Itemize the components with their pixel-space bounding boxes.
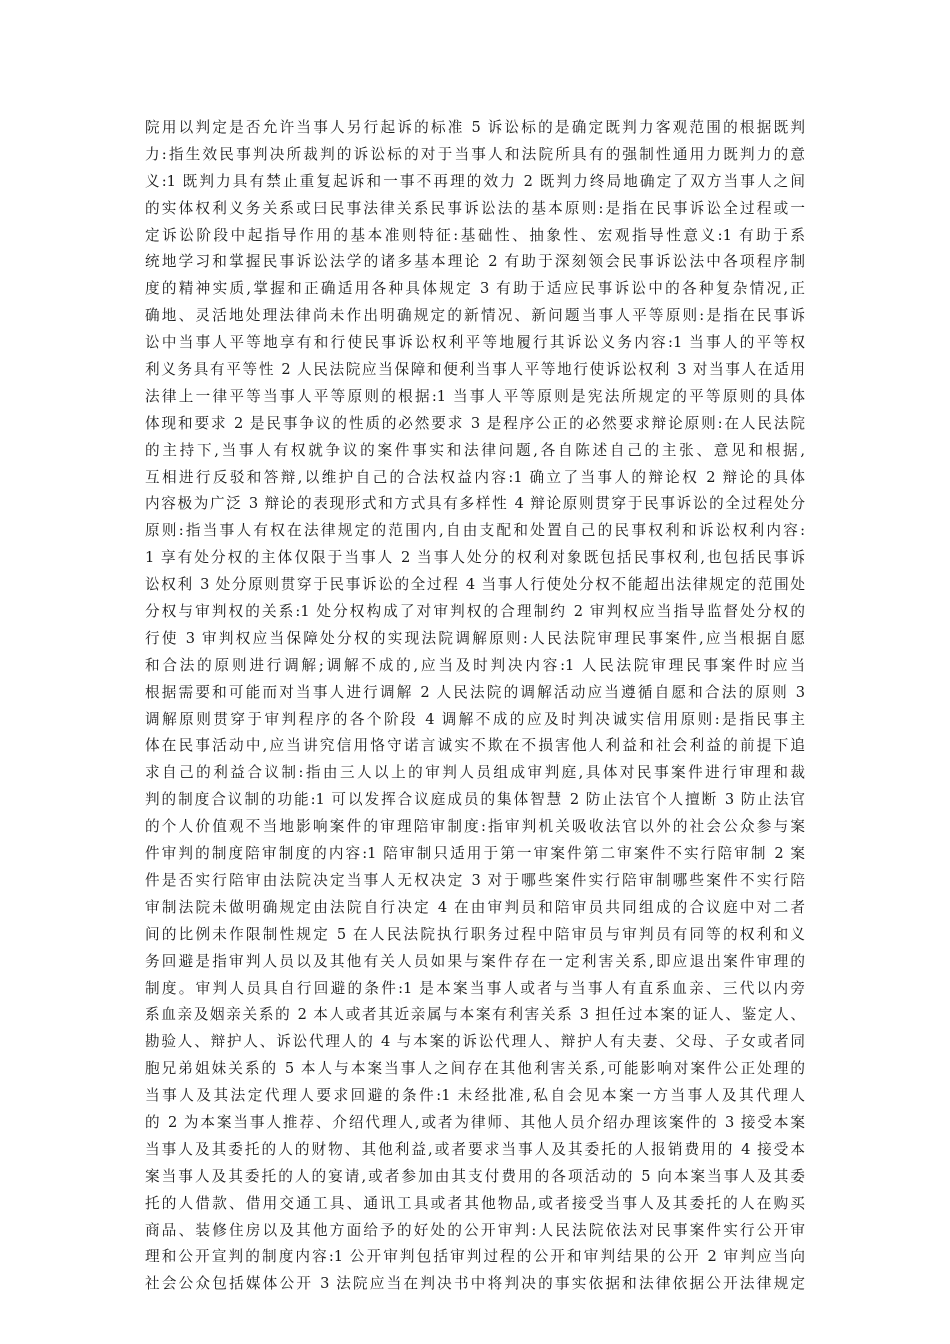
text-line: 系血亲及姻亲关系的 2 本人或者其近亲属与本案有利害关系 3 担任过本案的证人、鉴定人、 [145,1006,805,1024]
text-line: 的实体权利义务关系或曰民事法律关系民事诉讼法的基本原则:是指在民事诉讼全过程或一 [145,199,805,217]
text-line: 件是否实行陪审由法院决定当事人无权决定 3 对于哪些案件实行陪审制哪些案件不实行陪 [145,871,805,889]
text-line: 托的人借款、借用交通工具、通讯工具或者其他物品,或者接受当事人及其委托的人在购买 [145,1194,805,1212]
text-line: 判的制度合议制的功能:1 可以发挥合议庭成员的集体智慧 2 防止法官个人擅断 3 防止法官 [145,791,805,809]
text-line: 统地学习和掌握民事诉讼法学的诸多基本理论 2 有助于深刻领会民事诉讼法中各项程序制 [145,253,805,271]
text-line: 1 享有处分权的主体仅限于当事人 2 当事人处分的权利对象既包括民事权利,也包括民事诉 [145,549,805,567]
text-line: 的个人价值观不当地影响案件的审理陪审制度:指审判机关吸收法官以外的社会公众参与案 [145,818,805,836]
text-line: 的主持下,当事人有权就争议的案件事实和法律问题,各自陈述自己的主张、意见和根据, [145,441,805,459]
text-line: 体在民事活动中,应当讲究信用恪守诺言诚实不欺在不损害他人利益和社会利益的前提下追 [145,737,805,755]
body-text [145,115,805,1298]
text-line: 讼权利 3 处分原则贯穿于民事诉讼的全过程 4 当事人行使处分权不能超出法律规定的范围处 [145,576,805,594]
text-line: 社会公众包括媒体公开 3 法院应当在判决书中将判决的事实依据和法律依据公开法律规定 [145,1275,805,1293]
text-line: 件审判的制度陪审制度的内容:1 陪审制只适用于第一审案件第二审案件不实行陪审制 2 案 [145,845,805,863]
text-line: 院用以判定是否允许当事人另行起诉的标准 5 诉讼标的是确定既判力客观范围的根据既判 [145,119,805,136]
text-line: 互相进行反驳和答辩,以维护自己的合法权益内容:1 确立了当事人的辩论权 2 辩论的具体 [145,468,805,486]
text-line: 勘验人、辩护人、诉讼代理人的 4 与本案的诉讼代理人、辩护人有夫妻、父母、子女或者同 [145,1033,805,1051]
text-line: 当事人及其委托的人的财物、其他利益,或者要求当事人及其委托的人报销费用的 4 接受本 [145,1140,805,1158]
text-line: 分权与审判权的关系:1 处分权构成了对审判权的合理制约 2 审判权应当指导监督处分权的 [145,603,805,621]
text-line: 力:指生效民事判决所裁判的诉讼标的对于当事人和法院所具有的强制性通用力既判力的意 [145,145,805,163]
text-line: 内容极为广泛 3 辩论的表现形式和方式具有多样性 4 辩论原则贯穿于民事诉讼的全过程处分 [145,495,805,513]
text-line: 讼中当事人平等地享有和行使民事诉讼权利平等地履行其诉讼义务内容:1 当事人的平等权 [145,334,805,352]
text-line: 行使 3 审判权应当保障处分权的实现法院调解原则:人民法院审理民事案件,应当根据自愿 [145,629,805,647]
text-line: 案当事人及其委托的人的宴请,或者参加由其支付费用的各项活动的 5 向本案当事人及其委 [145,1167,805,1185]
text-line: 调解原则贯穿于审判程序的各个阶段 4 调解不成的应及时判决诚实信用原则:是指民事主 [145,710,805,728]
text-line: 度的精神实质,掌握和正确适用各种具体规定 3 有助于适应民事诉讼中的各种复杂情况,正 [145,280,805,298]
text-line: 和合法的原则进行调解;调解不成的,应当及时判决内容:1 人民法院审理民事案件时应当 [145,656,805,674]
text-line: 法律上一律平等当事人平等原则的根据:1 当事人平等原则是宪法所规定的平等原则的具体 [145,387,805,405]
text-line: 理和公开宣判的制度内容:1 公开审判包括审判过程的公开和审判结果的公开 2 审判应当向 [145,1248,805,1266]
text-line: 间的比例未作限制性规定 5 在人民法院执行职务过程中陪审员与审判员有同等的权利和义 [145,925,805,943]
text-line: 胞兄弟姐妹关系的 5 本人与本案当事人之间存在其他利害关系,可能影响对案件公正处理的 [145,1060,805,1078]
text-line: 商品、装修住房以及其他方面给予的好处的公开审判:人民法院依法对民事案件实行公开审 [145,1221,805,1239]
text-line: 确地、灵活地处理法律尚未作出明确规定的新情况、新问题当事人平等原则:是指在民事诉 [145,307,805,325]
text-line: 体现和要求 2 是民事争议的性质的必然要求 3 是程序公正的必然要求辩论原则:在人民法院 [145,414,805,432]
text-line: 根据需要和可能而对当事人进行调解 2 人民法院的调解活动应当遵循自愿和合法的原则 3 [145,683,805,701]
text-line: 原则:指当事人有权在法律规定的范围内,自由支配和处置自己的民事权利和诉讼权利内容: [145,522,805,540]
text-line: 当事人及其法定代理人要求回避的条件:1 未经批准,私自会见本案一方当事人及其代理人 [145,1087,805,1105]
text-line: 制度。审判人员具自行回避的条件:1 是本案当事人或者与当事人有直系血亲、三代以内旁 [145,979,805,997]
text-line: 务回避是指审判人员以及其他有关人员如果与案件存在一定利害关系,即应退出案件审理的 [145,952,805,970]
text-line: 利义务具有平等性 2 人民法院应当保障和便利当事人平等地行使诉讼权利 3 对当事人在适用 [145,361,805,379]
text-line: 定诉讼阶段中起指导作用的基本准则特征:基础性、抽象性、宏观指导性意义:1 有助于系 [145,226,805,244]
text-line: 的 2 为本案当事人推荐、介绍代理人,或者为律师、其他人员介绍办理该案件的 3 接受本案 [145,1113,805,1131]
text-line: 审制法院未做明确规定由法院自行决定 4 在由审判员和陪审员共同组成的合议庭中对二者 [145,898,805,916]
text-line: 求自己的利益合议制:指由三人以上的审判人员组成审判庭,具体对民事案件进行审理和裁 [145,764,805,782]
text-line: 义:1 既判力具有禁止重复起诉和一事不再理的效力 2 既判力终局地确定了双方当事人之间 [145,172,805,190]
